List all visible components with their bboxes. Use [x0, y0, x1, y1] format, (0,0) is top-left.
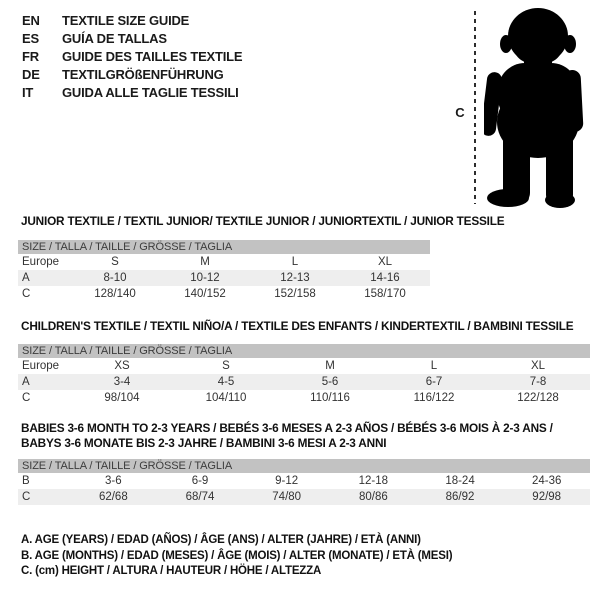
row-label: C: [22, 288, 31, 300]
guide-title: TEXTILE SIZE GUIDE: [62, 13, 190, 28]
age-cell: 3-6: [105, 475, 122, 487]
footnote-height-cm: C. (cm) HEIGHT / ALTURA / HAUTEUR / HÖHE / ALTEZZA: [21, 565, 322, 577]
guide-title: TEXTILGRÖßENFÜHRUNG: [62, 67, 224, 82]
age-cell: 14-16: [370, 272, 400, 284]
size-cell: XL: [530, 360, 546, 372]
height-cell: 116/122: [413, 392, 455, 404]
babies-section-title-line1: BABIES 3-6 MONTH TO 2-3 YEARS / BEBÉS 3-6 MESES A 2-3 AÑOS / BÉBÉS 3-6 MOIS À 2-3 ANS /: [21, 421, 553, 435]
height-measure-label: C: [455, 105, 465, 120]
height-cell: 98/104: [104, 392, 140, 404]
age-cell: 12-18: [358, 475, 389, 487]
age-cell: 24-36: [531, 475, 562, 487]
children-section-title: CHILDREN'S TEXTILE / TEXTIL NIÑO/A / TEXTILE DES ENFANTS / KINDERTEXTIL / BAMBINI TESSILE: [21, 319, 574, 333]
size-cell: L: [291, 256, 299, 268]
height-measure-dashed-line: [474, 11, 476, 204]
size-cell: L: [430, 360, 438, 372]
size-cell: XS: [114, 360, 130, 372]
age-cell: 5-6: [321, 376, 339, 388]
size-header-bar: SIZE / TALLA / TAILLE / GRÖSSE / TAGLIA: [18, 240, 430, 254]
height-cell: 62/68: [98, 491, 128, 503]
table-row-age-months: [18, 473, 590, 489]
age-cell: 10-12: [190, 272, 220, 284]
language-code: FR: [22, 49, 39, 64]
age-cell: 18-24: [445, 475, 475, 487]
table-row-height: [18, 489, 590, 505]
table-row-europe: [18, 254, 430, 270]
junior-section-title: JUNIOR TEXTILE / TEXTIL JUNIOR/ TEXTILE JUNIOR / JUNIORTEXTIL / JUNIOR TESSILE: [21, 214, 505, 228]
table-row-europe: [18, 358, 590, 374]
language-row-de: [22, 66, 242, 84]
age-cell: 6-9: [191, 475, 209, 487]
height-cell: 80/86: [358, 491, 388, 503]
guide-title: GUÍA DE TALLAS: [62, 31, 167, 46]
size-cell: M: [200, 256, 210, 268]
size-cell: M: [325, 360, 335, 372]
age-cell: 6-7: [425, 376, 443, 388]
babies-section-title-line2: BABYS 3-6 MONATE BIS 2-3 JAHRE / BAMBINI 3-6 MESI A 2-3 ANNI: [21, 436, 387, 450]
height-cell: 128/140: [94, 288, 136, 300]
legend-footnotes: [21, 533, 452, 580]
guide-title: GUIDE DES TAILLES TEXTILE: [62, 49, 243, 64]
table-row-age: [18, 374, 590, 390]
footnote-age-months: B. AGE (MONTHS) / EDAD (MESES) / ÂGE (MOIS) / ALTER (MONATE) / ETÀ (MESI): [21, 549, 453, 562]
size-header-bar: SIZE / TALLA / TAILLE / GRÖSSE / TAGLIA: [18, 344, 590, 358]
row-label: Europe: [22, 360, 60, 372]
size-header-bar: SIZE / TALLA / TAILLE / GRÖSSE / TAGLIA: [18, 459, 590, 473]
table-row-height: [18, 390, 590, 406]
age-cell: 3-4: [113, 376, 131, 388]
height-cell: 68/74: [185, 491, 215, 503]
table-row-height: [18, 286, 430, 302]
language-row-es: [22, 30, 242, 48]
row-label: C: [22, 392, 31, 404]
language-row-en: [22, 12, 242, 30]
language-row-it: [22, 84, 242, 102]
row-label: B: [22, 475, 30, 487]
row-label: Europe: [22, 256, 60, 268]
age-cell: 4-5: [217, 376, 235, 388]
row-label: A: [22, 376, 30, 388]
age-cell: 9-12: [275, 475, 299, 487]
row-label: A: [22, 272, 30, 284]
row-label: C: [22, 491, 31, 503]
size-cell: S: [111, 256, 119, 268]
guide-title: GUIDA ALLE TAGLIE TESSILI: [62, 85, 239, 100]
height-cell: 110/116: [310, 392, 350, 404]
language-code: DE: [22, 67, 40, 82]
age-cell: 12-13: [280, 272, 310, 284]
language-row-fr: [22, 48, 242, 66]
height-cell: 152/158: [274, 288, 316, 300]
footnote-age-years: A. AGE (YEARS) / EDAD (AÑOS) / ÂGE (ANS) / ALTER (JAHRE) / ETÀ (ANNI): [21, 534, 421, 546]
height-cell: 140/152: [184, 288, 226, 300]
age-cell: 7-8: [529, 376, 547, 388]
height-cell: 86/92: [445, 491, 475, 503]
size-cell: XL: [377, 256, 393, 268]
table-row-age: [18, 270, 430, 286]
language-code: ES: [22, 31, 39, 46]
height-cell: 104/110: [205, 392, 247, 404]
height-cell: 122/128: [517, 392, 559, 404]
baby-silhouette-icon: [484, 6, 596, 210]
junior-size-table: [18, 240, 430, 302]
language-code: IT: [22, 85, 34, 100]
age-cell: 8-10: [103, 272, 127, 284]
height-cell: 74/80: [272, 491, 302, 503]
size-cell: S: [222, 360, 230, 372]
height-cell: 158/170: [364, 288, 406, 300]
language-code: EN: [22, 13, 40, 28]
height-cell: 92/98: [532, 491, 562, 503]
children-size-table: [18, 344, 590, 406]
babies-size-table: [18, 459, 590, 505]
language-title-list: [22, 12, 242, 102]
